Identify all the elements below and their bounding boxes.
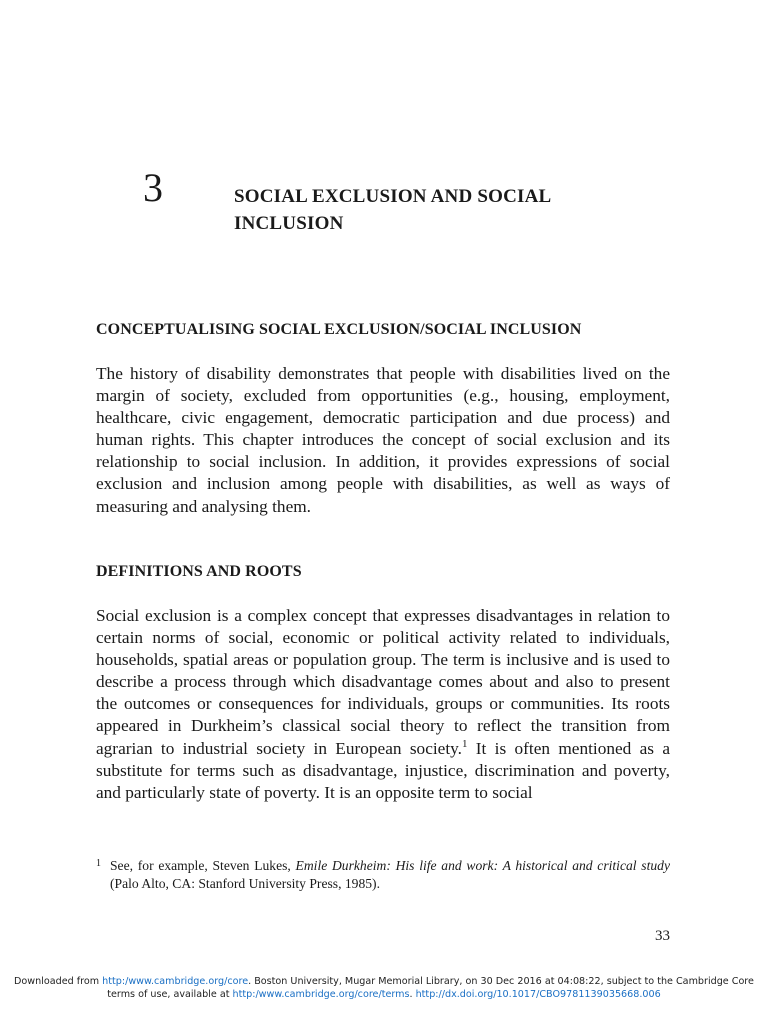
paragraph-definitions — [96, 605, 670, 804]
paragraph-definitions-text-2: It is often mentioned as a substitute for terms such as disadvantage, injustice, discrimination and poverty, and particularly state of poverty. It is an opposite term to social — [96, 738, 670, 802]
cambridge-terms-link[interactable]: http:/www.cambridge.org/core/terms — [232, 989, 410, 1000]
download-notice-prefix: Downloaded from — [14, 976, 103, 987]
footnote-reference[interactable]: 1 — [461, 737, 468, 750]
footnote — [96, 857, 670, 893]
paragraph-history: The history of disability demonstrates that people with disabilities lived on the margin of society, excluded from opportunities (e.g., housing, employment, healthcare, civic engagement, democratic participation and due process) and human rights. This chapter introduces the concept of social exclusion and its relationship to social inclusion. In addition, it provides expressions of social exclusion and inclusion among people with disabilities, as well as ways of measuring and analysing them. — [96, 364, 670, 516]
footnote-mark: 1 — [96, 858, 101, 869]
chapter-title — [234, 183, 634, 237]
footnote-text-before: See, for example, Steven Lukes, — [110, 858, 296, 873]
paragraph-definitions-text-1: Social exclusion is a complex concept that expresses disadvantages in relation to certain norms of social, economic or political activity related to individuals, households, spatial areas or population group. The term is inclusive and is used to describe a process through which disadvantage comes about and also to present the outcomes or consequences for individuals, groups or communities. Its roots appeared in Durkheim’s classical social theory to reflect the transition from agrarian to industrial society in European society. — [96, 606, 670, 758]
footnote-text-after: (Palo Alto, CA: Stanford University Press, 1985). — [110, 876, 380, 891]
chapter-title-line-1: SOCIAL EXCLUSION AND SOCIAL — [234, 186, 552, 207]
page-number: 33 — [655, 928, 670, 944]
chapter-number: 3 — [143, 165, 163, 210]
doi-link[interactable]: http://dx.doi.org/10.1017/CBO9781139035668.006 — [415, 989, 661, 1000]
download-notice-separator: . — [409, 989, 416, 1000]
download-notice — [0, 975, 768, 1001]
download-notice-middle: . Boston University, Mugar Memorial Library, on 30 Dec 2016 at 04:08:22, subject to the Cambridge Core terms of use, available at — [107, 976, 754, 1000]
cambridge-core-link[interactable]: http:/www.cambridge.org/core — [102, 976, 249, 987]
footnote-body — [96, 857, 670, 893]
section-heading-definitions: DEFINITIONS AND ROOTS — [96, 563, 302, 580]
footnote-book-title: Emile Durkheim: His life and work: A historical and critical study — [295, 858, 670, 873]
section-heading-conceptualising: CONCEPTUALISING SOCIAL EXCLUSION/SOCIAL INCLUSION — [96, 321, 582, 338]
chapter-title-line-2: INCLUSION — [234, 213, 344, 234]
